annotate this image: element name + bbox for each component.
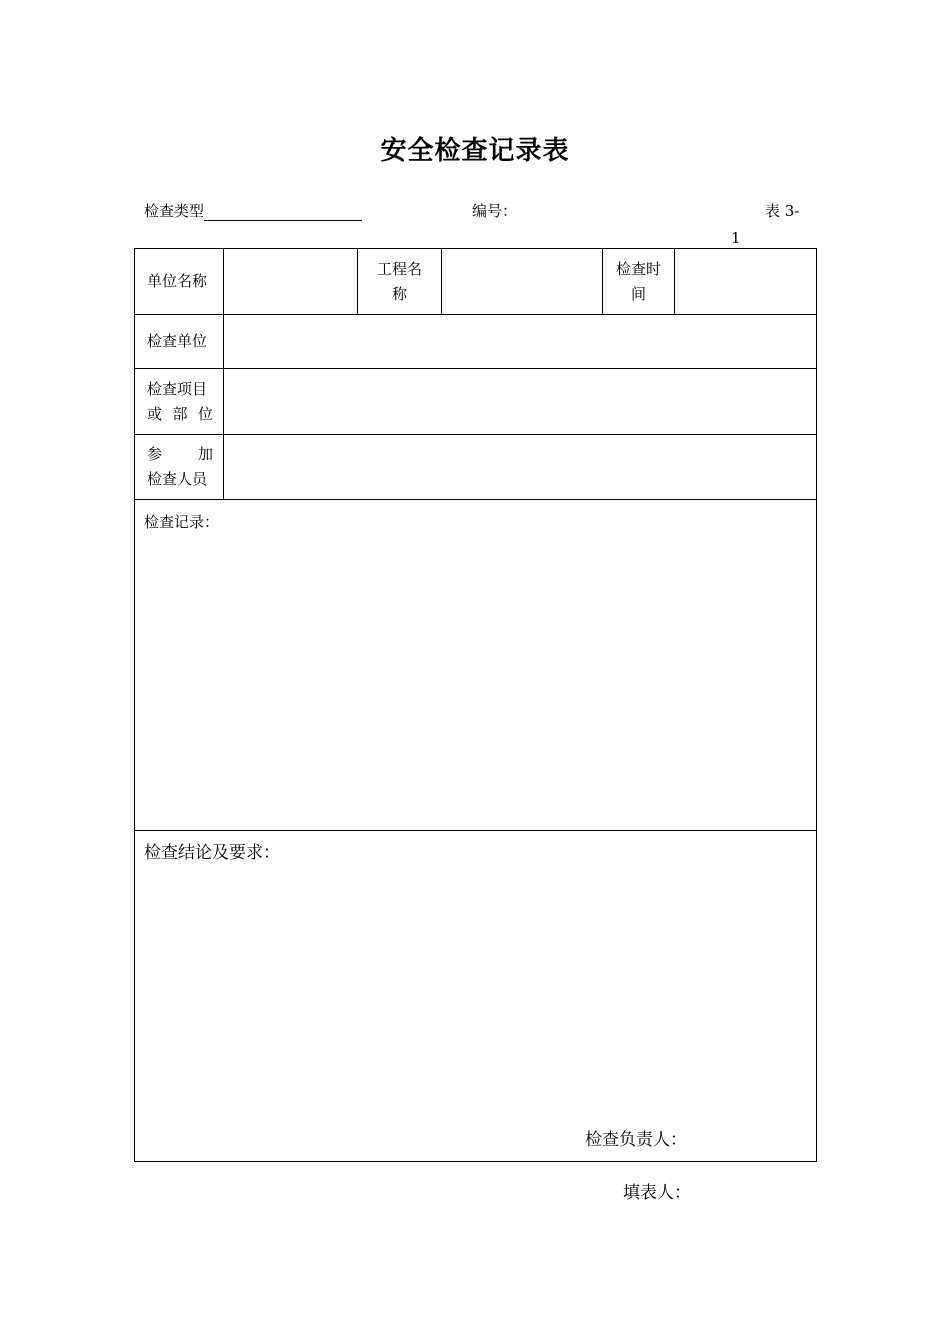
inspection-item-label <box>135 369 224 435</box>
inspection-item-label-line1: 检查项目 <box>147 379 208 398</box>
table-ref-line1: 表 3- <box>765 202 800 220</box>
inspection-time-label-line2: 间 <box>630 284 646 303</box>
inspection-type-blank[interactable] <box>204 204 362 221</box>
inspection-type-field <box>144 201 362 221</box>
inspection-time-label-line1: 检查时 <box>615 259 661 278</box>
page-title: 安全检查记录表 <box>380 136 570 166</box>
project-name-value[interactable] <box>442 249 603 315</box>
form-row-conclusion <box>135 831 817 1162</box>
item-label-char: 位 <box>197 404 213 423</box>
unit-name-value[interactable] <box>224 249 358 315</box>
inspection-time-value[interactable] <box>675 249 817 315</box>
conclusion-area[interactable] <box>135 831 817 1162</box>
unit-name-label: 单位名称 <box>135 249 224 315</box>
item-label-char: 部 <box>172 404 188 423</box>
project-name-label <box>358 249 442 315</box>
item-label-char: 或 <box>147 404 163 423</box>
form-filler-label: 填表人： <box>623 1183 691 1203</box>
conclusion-label: 检查结论及要求： <box>144 843 280 863</box>
inspection-item-value[interactable] <box>224 369 817 435</box>
inspection-time-label <box>603 249 675 315</box>
form-row-participants <box>135 435 817 500</box>
form-row-header <box>135 249 817 315</box>
inspection-record-label: 检查记录： <box>144 513 220 531</box>
form-row-inspection-unit <box>135 315 817 369</box>
inspection-unit-label: 检查单位 <box>135 315 224 369</box>
inspection-type-label: 检查类型 <box>144 202 205 220</box>
participants-label-line2: 检查人员 <box>147 470 208 488</box>
participants-value[interactable] <box>224 435 817 500</box>
participants-label <box>135 435 224 500</box>
inspection-form-table <box>134 248 817 1162</box>
table-ref-line2: 1 <box>731 229 741 247</box>
project-name-label-line2: 称 <box>391 284 407 303</box>
participants-label-char: 加 <box>197 445 213 463</box>
project-name-label-line1: 工程名 <box>376 259 422 278</box>
inspection-record-area[interactable] <box>135 500 817 831</box>
form-row-item <box>135 369 817 435</box>
participants-label-line1 <box>135 442 223 467</box>
number-label: 编号： <box>472 202 518 220</box>
inspection-item-label-line2 <box>135 402 223 427</box>
responsible-person-label: 检查负责人： <box>585 1130 687 1150</box>
participants-label-char: 参 <box>147 445 163 463</box>
form-row-record <box>135 500 817 831</box>
inspection-unit-value[interactable] <box>224 315 817 369</box>
